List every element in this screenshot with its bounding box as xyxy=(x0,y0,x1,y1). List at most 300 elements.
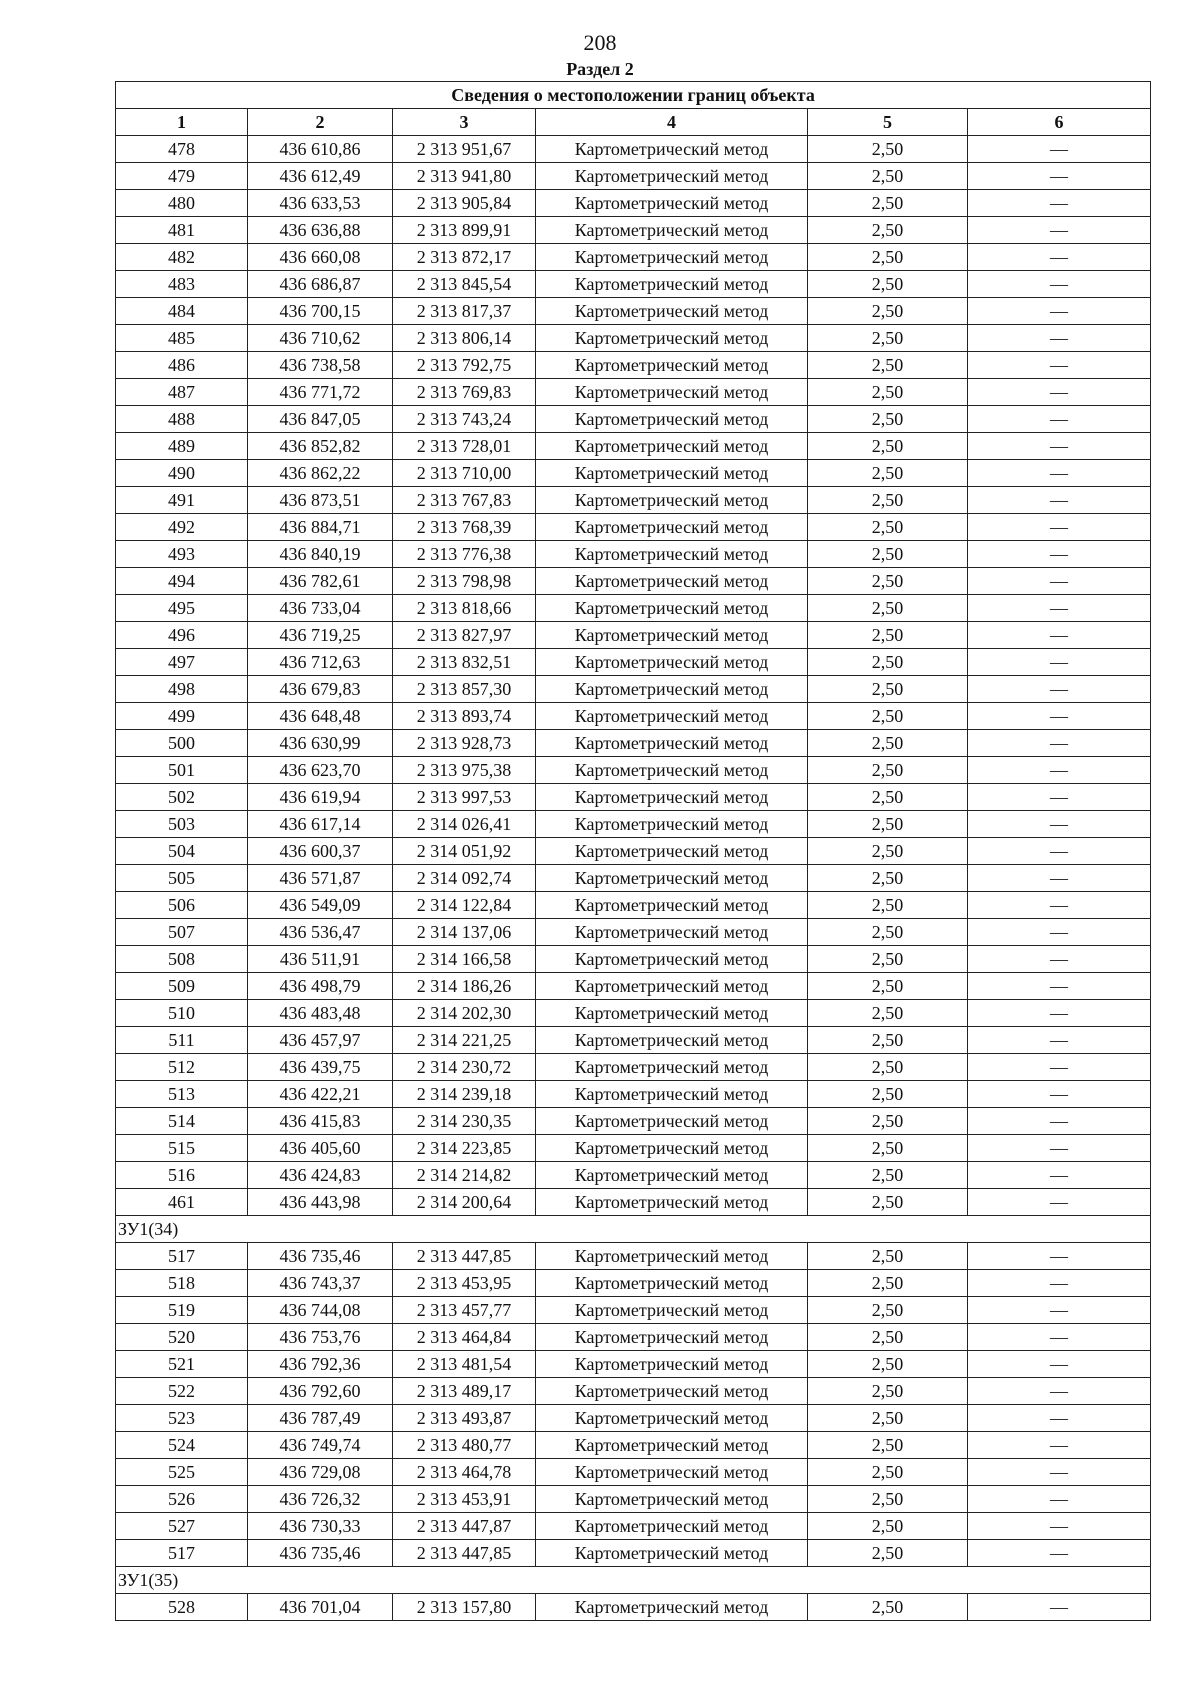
description-cell: — xyxy=(968,892,1151,919)
page-number: 208 xyxy=(583,30,617,55)
accuracy-cell: 2,50 xyxy=(808,325,968,352)
description-cell: — xyxy=(968,838,1151,865)
method-cell: Картометрический метод xyxy=(536,1270,808,1297)
table-row xyxy=(116,811,1151,838)
x-coordinate-cell: 436 735,46 xyxy=(248,1243,393,1270)
table-row xyxy=(116,1405,1151,1432)
point-number-cell: 509 xyxy=(116,973,248,1000)
table-row xyxy=(116,1486,1151,1513)
method-cell: Картометрический метод xyxy=(536,487,808,514)
description-cell: — xyxy=(968,190,1151,217)
point-number-cell: 514 xyxy=(116,1108,248,1135)
method-cell: Картометрический метод xyxy=(536,1000,808,1027)
method-cell: Картометрический метод xyxy=(536,1108,808,1135)
x-coordinate-cell: 436 792,60 xyxy=(248,1378,393,1405)
description-cell: — xyxy=(968,1081,1151,1108)
x-coordinate-cell: 436 700,15 xyxy=(248,298,393,325)
description-cell: — xyxy=(968,163,1151,190)
accuracy-cell: 2,50 xyxy=(808,1405,968,1432)
x-coordinate-cell: 436 536,47 xyxy=(248,919,393,946)
method-cell: Картометрический метод xyxy=(536,1189,808,1216)
description-cell: — xyxy=(968,676,1151,703)
method-cell: Картометрический метод xyxy=(536,784,808,811)
y-coordinate-cell: 2 314 122,84 xyxy=(393,892,536,919)
y-coordinate-cell: 2 313 157,80 xyxy=(393,1594,536,1621)
x-coordinate-cell: 436 729,08 xyxy=(248,1459,393,1486)
y-coordinate-cell: 2 313 453,95 xyxy=(393,1270,536,1297)
point-number-cell: 493 xyxy=(116,541,248,568)
y-coordinate-cell: 2 313 905,84 xyxy=(393,190,536,217)
point-number-cell: 517 xyxy=(116,1243,248,1270)
table-row xyxy=(116,946,1151,973)
x-coordinate-cell: 436 415,83 xyxy=(248,1108,393,1135)
y-coordinate-cell: 2 313 776,38 xyxy=(393,541,536,568)
accuracy-cell: 2,50 xyxy=(808,622,968,649)
x-coordinate-cell: 436 726,32 xyxy=(248,1486,393,1513)
point-number-cell: 490 xyxy=(116,460,248,487)
column-header-2: 2 xyxy=(248,109,393,136)
method-cell: Картометрический метод xyxy=(536,298,808,325)
x-coordinate-cell: 436 498,79 xyxy=(248,973,393,1000)
method-cell: Картометрический метод xyxy=(536,433,808,460)
accuracy-cell: 2,50 xyxy=(808,1486,968,1513)
method-cell: Картометрический метод xyxy=(536,622,808,649)
accuracy-cell: 2,50 xyxy=(808,946,968,973)
accuracy-cell: 2,50 xyxy=(808,568,968,595)
point-number-cell: 519 xyxy=(116,1297,248,1324)
table-row xyxy=(116,244,1151,271)
x-coordinate-cell: 436 511,91 xyxy=(248,946,393,973)
table-body xyxy=(116,136,1151,1621)
x-coordinate-cell: 436 719,25 xyxy=(248,622,393,649)
description-cell: — xyxy=(968,1378,1151,1405)
group-label: ЗУ1(35) xyxy=(116,1567,1151,1594)
description-cell: — xyxy=(968,1297,1151,1324)
y-coordinate-cell: 2 313 768,39 xyxy=(393,514,536,541)
point-number-cell: 482 xyxy=(116,244,248,271)
accuracy-cell: 2,50 xyxy=(808,973,968,1000)
point-number-cell: 515 xyxy=(116,1135,248,1162)
column-header-6: 6 xyxy=(968,109,1151,136)
group-label: ЗУ1(34) xyxy=(116,1216,1151,1243)
y-coordinate-cell: 2 313 827,97 xyxy=(393,622,536,649)
point-number-cell: 510 xyxy=(116,1000,248,1027)
y-coordinate-cell: 2 313 710,00 xyxy=(393,460,536,487)
point-number-cell: 501 xyxy=(116,757,248,784)
point-number-cell: 505 xyxy=(116,865,248,892)
table-row xyxy=(116,1135,1151,1162)
point-number-cell: 527 xyxy=(116,1513,248,1540)
point-number-cell: 491 xyxy=(116,487,248,514)
boundary-coordinates-table xyxy=(115,81,1151,1621)
description-cell: — xyxy=(968,568,1151,595)
method-cell: Картометрический метод xyxy=(536,325,808,352)
method-cell: Картометрический метод xyxy=(536,865,808,892)
point-number-cell: 516 xyxy=(116,1162,248,1189)
method-cell: Картометрический метод xyxy=(536,244,808,271)
y-coordinate-cell: 2 313 975,38 xyxy=(393,757,536,784)
accuracy-cell: 2,50 xyxy=(808,1459,968,1486)
y-coordinate-cell: 2 313 817,37 xyxy=(393,298,536,325)
table-title: Сведения о местоположении границ объекта xyxy=(116,82,1151,109)
x-coordinate-cell: 436 710,62 xyxy=(248,325,393,352)
table-row xyxy=(116,298,1151,325)
accuracy-cell: 2,50 xyxy=(808,1513,968,1540)
point-number-cell: 489 xyxy=(116,433,248,460)
method-cell: Картометрический метод xyxy=(536,730,808,757)
description-cell: — xyxy=(968,136,1151,163)
y-coordinate-cell: 2 313 493,87 xyxy=(393,1405,536,1432)
point-number-cell: 512 xyxy=(116,1054,248,1081)
x-coordinate-cell: 436 619,94 xyxy=(248,784,393,811)
y-coordinate-cell: 2 313 464,78 xyxy=(393,1459,536,1486)
accuracy-cell: 2,50 xyxy=(808,1378,968,1405)
y-coordinate-cell: 2 314 137,06 xyxy=(393,919,536,946)
point-number-cell: 522 xyxy=(116,1378,248,1405)
description-cell: — xyxy=(968,919,1151,946)
table-row xyxy=(116,1594,1151,1621)
method-cell: Картометрический метод xyxy=(536,568,808,595)
method-cell: Картометрический метод xyxy=(536,1486,808,1513)
description-cell: — xyxy=(968,973,1151,1000)
y-coordinate-cell: 2 314 239,18 xyxy=(393,1081,536,1108)
accuracy-cell: 2,50 xyxy=(808,919,968,946)
method-cell: Картометрический метод xyxy=(536,703,808,730)
x-coordinate-cell: 436 660,08 xyxy=(248,244,393,271)
description-cell: — xyxy=(968,379,1151,406)
point-number-cell: 518 xyxy=(116,1270,248,1297)
x-coordinate-cell: 436 782,61 xyxy=(248,568,393,595)
x-coordinate-cell: 436 636,88 xyxy=(248,217,393,244)
accuracy-cell: 2,50 xyxy=(808,676,968,703)
x-coordinate-cell: 436 439,75 xyxy=(248,1054,393,1081)
method-cell: Картометрический метод xyxy=(536,595,808,622)
accuracy-cell: 2,50 xyxy=(808,514,968,541)
table-row xyxy=(116,1162,1151,1189)
table-row xyxy=(116,217,1151,244)
description-cell: — xyxy=(968,649,1151,676)
method-cell: Картометрический метод xyxy=(536,163,808,190)
description-cell: — xyxy=(968,271,1151,298)
y-coordinate-cell: 2 313 453,91 xyxy=(393,1486,536,1513)
x-coordinate-cell: 436 679,83 xyxy=(248,676,393,703)
description-cell: — xyxy=(968,703,1151,730)
x-coordinate-cell: 436 648,48 xyxy=(248,703,393,730)
x-coordinate-cell: 436 862,22 xyxy=(248,460,393,487)
accuracy-cell: 2,50 xyxy=(808,1054,968,1081)
table-row xyxy=(116,136,1151,163)
x-coordinate-cell: 436 600,37 xyxy=(248,838,393,865)
point-number-cell: 517 xyxy=(116,1540,248,1567)
description-cell: — xyxy=(968,325,1151,352)
y-coordinate-cell: 2 313 928,73 xyxy=(393,730,536,757)
method-cell: Картометрический метод xyxy=(536,136,808,163)
table-row xyxy=(116,973,1151,1000)
x-coordinate-cell: 436 686,87 xyxy=(248,271,393,298)
x-coordinate-cell: 436 847,05 xyxy=(248,406,393,433)
x-coordinate-cell: 436 630,99 xyxy=(248,730,393,757)
method-cell: Картометрический метод xyxy=(536,811,808,838)
method-cell: Картометрический метод xyxy=(536,892,808,919)
accuracy-cell: 2,50 xyxy=(808,703,968,730)
description-cell: — xyxy=(968,757,1151,784)
point-number-cell: 496 xyxy=(116,622,248,649)
y-coordinate-cell: 2 314 026,41 xyxy=(393,811,536,838)
method-cell: Картометрический метод xyxy=(536,1054,808,1081)
accuracy-cell: 2,50 xyxy=(808,1027,968,1054)
table-row xyxy=(116,325,1151,352)
x-coordinate-cell: 436 712,63 xyxy=(248,649,393,676)
table-row xyxy=(116,838,1151,865)
method-cell: Картометрический метод xyxy=(536,1243,808,1270)
table-row xyxy=(116,919,1151,946)
table-caption-row xyxy=(116,82,1151,109)
method-cell: Картометрический метод xyxy=(536,919,808,946)
point-number-cell: 528 xyxy=(116,1594,248,1621)
description-cell: — xyxy=(968,487,1151,514)
description-cell: — xyxy=(968,865,1151,892)
accuracy-cell: 2,50 xyxy=(808,1081,968,1108)
table-row xyxy=(116,1243,1151,1270)
point-number-cell: 520 xyxy=(116,1324,248,1351)
x-coordinate-cell: 436 633,53 xyxy=(248,190,393,217)
accuracy-cell: 2,50 xyxy=(808,1351,968,1378)
x-coordinate-cell: 436 771,72 xyxy=(248,379,393,406)
method-cell: Картометрический метод xyxy=(536,1459,808,1486)
y-coordinate-cell: 2 314 223,85 xyxy=(393,1135,536,1162)
point-number-cell: 506 xyxy=(116,892,248,919)
description-cell: — xyxy=(968,352,1151,379)
method-cell: Картометрический метод xyxy=(536,1297,808,1324)
point-number-cell: 485 xyxy=(116,325,248,352)
description-cell: — xyxy=(968,1405,1151,1432)
x-coordinate-cell: 436 617,14 xyxy=(248,811,393,838)
accuracy-cell: 2,50 xyxy=(808,217,968,244)
description-cell: — xyxy=(968,1513,1151,1540)
y-coordinate-cell: 2 314 214,82 xyxy=(393,1162,536,1189)
table-row xyxy=(116,865,1151,892)
point-number-cell: 500 xyxy=(116,730,248,757)
accuracy-cell: 2,50 xyxy=(808,649,968,676)
point-number-cell: 508 xyxy=(116,946,248,973)
table-row xyxy=(116,460,1151,487)
point-number-cell: 492 xyxy=(116,514,248,541)
table-row xyxy=(116,1540,1151,1567)
point-number-cell: 487 xyxy=(116,379,248,406)
table-row xyxy=(116,190,1151,217)
description-cell: — xyxy=(968,1459,1151,1486)
method-cell: Картометрический метод xyxy=(536,1540,808,1567)
group-header-row xyxy=(116,1567,1151,1594)
x-coordinate-cell: 436 424,83 xyxy=(248,1162,393,1189)
method-cell: Картометрический метод xyxy=(536,1324,808,1351)
point-number-cell: 497 xyxy=(116,649,248,676)
table-row xyxy=(116,1324,1151,1351)
description-cell: — xyxy=(968,1189,1151,1216)
method-cell: Картометрический метод xyxy=(536,1351,808,1378)
method-cell: Картометрический метод xyxy=(536,460,808,487)
y-coordinate-cell: 2 313 489,17 xyxy=(393,1378,536,1405)
y-coordinate-cell: 2 313 480,77 xyxy=(393,1432,536,1459)
point-number-cell: 511 xyxy=(116,1027,248,1054)
description-cell: — xyxy=(968,514,1151,541)
accuracy-cell: 2,50 xyxy=(808,1108,968,1135)
point-number-cell: 498 xyxy=(116,676,248,703)
y-coordinate-cell: 2 314 230,35 xyxy=(393,1108,536,1135)
accuracy-cell: 2,50 xyxy=(808,1000,968,1027)
accuracy-cell: 2,50 xyxy=(808,541,968,568)
point-number-cell: 513 xyxy=(116,1081,248,1108)
x-coordinate-cell: 436 730,33 xyxy=(248,1513,393,1540)
description-cell: — xyxy=(968,217,1151,244)
description-cell: — xyxy=(968,1054,1151,1081)
accuracy-cell: 2,50 xyxy=(808,730,968,757)
table-row xyxy=(116,1378,1151,1405)
x-coordinate-cell: 436 792,36 xyxy=(248,1351,393,1378)
point-number-cell: 499 xyxy=(116,703,248,730)
accuracy-cell: 2,50 xyxy=(808,838,968,865)
description-cell: — xyxy=(968,244,1151,271)
x-coordinate-cell: 436 787,49 xyxy=(248,1405,393,1432)
point-number-cell: 502 xyxy=(116,784,248,811)
x-coordinate-cell: 436 457,97 xyxy=(248,1027,393,1054)
accuracy-cell: 2,50 xyxy=(808,1243,968,1270)
x-coordinate-cell: 436 749,74 xyxy=(248,1432,393,1459)
column-header-5: 5 xyxy=(808,109,968,136)
table-row xyxy=(116,730,1151,757)
accuracy-cell: 2,50 xyxy=(808,865,968,892)
accuracy-cell: 2,50 xyxy=(808,1135,968,1162)
y-coordinate-cell: 2 313 832,51 xyxy=(393,649,536,676)
method-cell: Картометрический метод xyxy=(536,514,808,541)
method-cell: Картометрический метод xyxy=(536,1162,808,1189)
table-row xyxy=(116,676,1151,703)
accuracy-cell: 2,50 xyxy=(808,595,968,622)
method-cell: Картометрический метод xyxy=(536,973,808,1000)
table-row xyxy=(116,1000,1151,1027)
y-coordinate-cell: 2 313 767,83 xyxy=(393,487,536,514)
accuracy-cell: 2,50 xyxy=(808,271,968,298)
accuracy-cell: 2,50 xyxy=(808,190,968,217)
method-cell: Картометрический метод xyxy=(536,1432,808,1459)
accuracy-cell: 2,50 xyxy=(808,244,968,271)
accuracy-cell: 2,50 xyxy=(808,1297,968,1324)
y-coordinate-cell: 2 313 806,14 xyxy=(393,325,536,352)
accuracy-cell: 2,50 xyxy=(808,892,968,919)
table-row xyxy=(116,514,1151,541)
x-coordinate-cell: 436 743,37 xyxy=(248,1270,393,1297)
point-number-cell: 480 xyxy=(116,190,248,217)
table-row xyxy=(116,487,1151,514)
point-number-cell: 478 xyxy=(116,136,248,163)
y-coordinate-cell: 2 313 447,85 xyxy=(393,1243,536,1270)
method-cell: Картометрический метод xyxy=(536,541,808,568)
y-coordinate-cell: 2 314 051,92 xyxy=(393,838,536,865)
point-number-cell: 495 xyxy=(116,595,248,622)
section-title: Раздел 2 xyxy=(566,59,634,79)
method-cell: Картометрический метод xyxy=(536,271,808,298)
description-cell: — xyxy=(968,811,1151,838)
y-coordinate-cell: 2 313 899,91 xyxy=(393,217,536,244)
point-number-cell: 461 xyxy=(116,1189,248,1216)
description-cell: — xyxy=(968,298,1151,325)
description-cell: — xyxy=(968,1432,1151,1459)
table-row xyxy=(116,163,1151,190)
description-cell: — xyxy=(968,730,1151,757)
x-coordinate-cell: 436 443,98 xyxy=(248,1189,393,1216)
y-coordinate-cell: 2 313 941,80 xyxy=(393,163,536,190)
accuracy-cell: 2,50 xyxy=(808,352,968,379)
table-row xyxy=(116,1027,1151,1054)
point-number-cell: 507 xyxy=(116,919,248,946)
description-cell: — xyxy=(968,1540,1151,1567)
y-coordinate-cell: 2 313 893,74 xyxy=(393,703,536,730)
y-coordinate-cell: 2 313 792,75 xyxy=(393,352,536,379)
accuracy-cell: 2,50 xyxy=(808,811,968,838)
accuracy-cell: 2,50 xyxy=(808,379,968,406)
column-header-3: 3 xyxy=(393,109,536,136)
table-row xyxy=(116,1189,1151,1216)
column-header-1: 1 xyxy=(116,109,248,136)
method-cell: Картометрический метод xyxy=(536,1027,808,1054)
accuracy-cell: 2,50 xyxy=(808,1594,968,1621)
accuracy-cell: 2,50 xyxy=(808,298,968,325)
description-cell: — xyxy=(968,1486,1151,1513)
y-coordinate-cell: 2 314 221,25 xyxy=(393,1027,536,1054)
accuracy-cell: 2,50 xyxy=(808,1189,968,1216)
y-coordinate-cell: 2 313 769,83 xyxy=(393,379,536,406)
column-header-row xyxy=(116,109,1151,136)
point-number-cell: 521 xyxy=(116,1351,248,1378)
table-row xyxy=(116,892,1151,919)
method-cell: Картометрический метод xyxy=(536,190,808,217)
x-coordinate-cell: 436 852,82 xyxy=(248,433,393,460)
description-cell: — xyxy=(968,1351,1151,1378)
point-number-cell: 523 xyxy=(116,1405,248,1432)
method-cell: Картометрический метод xyxy=(536,1378,808,1405)
x-coordinate-cell: 436 549,09 xyxy=(248,892,393,919)
description-cell: — xyxy=(968,1270,1151,1297)
y-coordinate-cell: 2 314 166,58 xyxy=(393,946,536,973)
y-coordinate-cell: 2 314 200,64 xyxy=(393,1189,536,1216)
description-cell: — xyxy=(968,1594,1151,1621)
x-coordinate-cell: 436 422,21 xyxy=(248,1081,393,1108)
method-cell: Картометрический метод xyxy=(536,946,808,973)
x-coordinate-cell: 436 612,49 xyxy=(248,163,393,190)
x-coordinate-cell: 436 405,60 xyxy=(248,1135,393,1162)
method-cell: Картометрический метод xyxy=(536,838,808,865)
x-coordinate-cell: 436 735,46 xyxy=(248,1540,393,1567)
table-row xyxy=(116,271,1151,298)
point-number-cell: 524 xyxy=(116,1432,248,1459)
table-row xyxy=(116,703,1151,730)
point-number-cell: 526 xyxy=(116,1486,248,1513)
y-coordinate-cell: 2 314 230,72 xyxy=(393,1054,536,1081)
y-coordinate-cell: 2 313 818,66 xyxy=(393,595,536,622)
table-row xyxy=(116,1351,1151,1378)
description-cell: — xyxy=(968,460,1151,487)
table-row xyxy=(116,433,1151,460)
description-cell: — xyxy=(968,595,1151,622)
table-row xyxy=(116,1432,1151,1459)
description-cell: — xyxy=(968,1324,1151,1351)
y-coordinate-cell: 2 313 457,77 xyxy=(393,1297,536,1324)
column-header-4: 4 xyxy=(536,109,808,136)
accuracy-cell: 2,50 xyxy=(808,406,968,433)
accuracy-cell: 2,50 xyxy=(808,1324,968,1351)
description-cell: — xyxy=(968,1162,1151,1189)
description-cell: — xyxy=(968,433,1151,460)
